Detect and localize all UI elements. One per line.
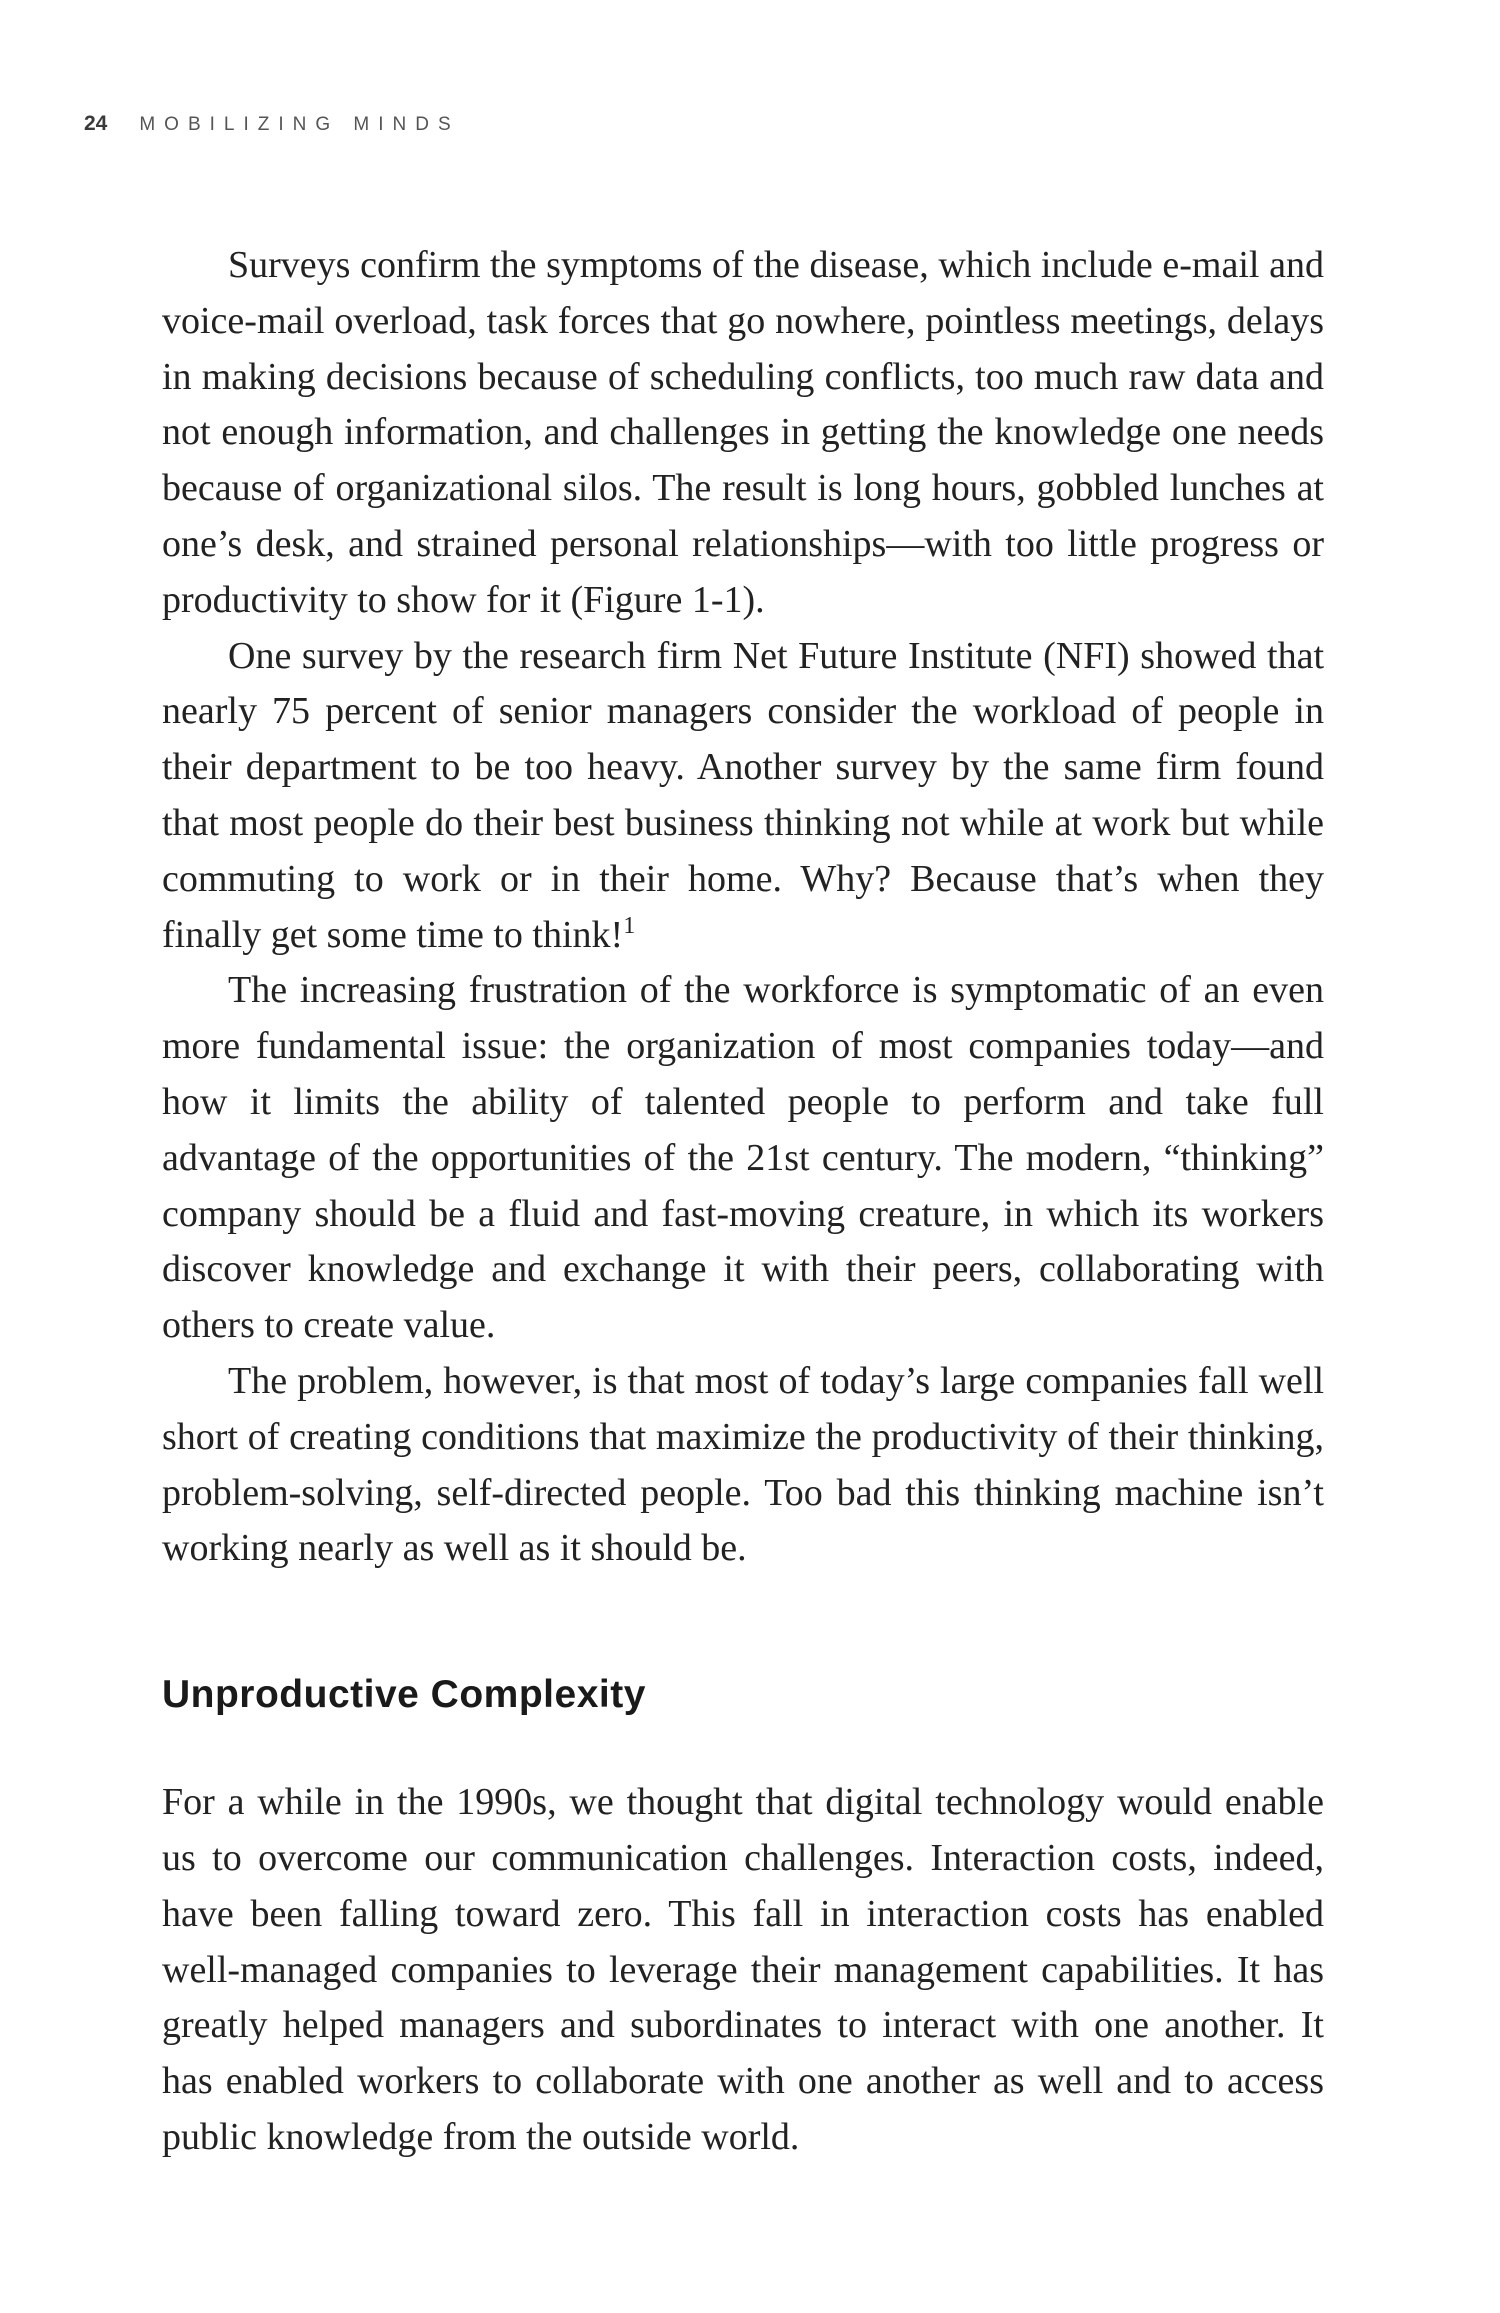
book-title: MOBILIZING MINDS [139, 114, 460, 135]
paragraph-problem: The problem, however, is that most of today’s large companies fall well short of creating conditions that maximize the productivity of their thinking, problem-solving, self-directed people. Too bad this thinking machine isn’t working nearly as well as it should be. [162, 1359, 1324, 1570]
paragraph-nfi-survey: One survey by the research firm Net Future Institute (NFI) showed that nearly 75 percent of senior managers consider the workload of people in their department to be too heavy. Another survey by the same firm found that most people do their best business thinking not while at work but while commuting to work or in their home. Why? Because that’s when they finally get some time to think!$^1$ [162, 634, 1324, 956]
paragraph-frustration: The increasing frustration of the workforce is symptomatic of an even more fundamental issue: the organization of most companies today—and how it limits the ability of talented people to perform and take full advantage of the opportunities of the 21st century. The modern, “thinking” company should be a fluid and fast-moving creature, in which its workers discover knowledge and exchange it with their peers, collaborating with others to create value. [162, 969, 1324, 1347]
section-heading: Unproductive Complexity [162, 1673, 646, 1717]
footnote-reference: 1 [623, 912, 636, 939]
page-number: 24 [84, 112, 108, 135]
running-header [84, 112, 460, 136]
body-text [162, 238, 1324, 2166]
paragraph-digital-technology: For a while in the 1990s, we thought that digital technology would enable us to overcome our communication challenges. Interaction costs, indeed, have been falling toward zero. This fall in interaction costs has enabled well-managed companies to leverage their management capabilities. It has greatly helped managers and subordinates to interact with one another. It has enabled workers to collaborate with one another as well and to access public knowledge from the outside world. [162, 1781, 1324, 2158]
paragraph-symptoms: Surveys confirm the symptoms of the disease, which include e-mail and voice-mail overload, task forces that go nowhere, pointless meetings, delays in making decisions because of scheduling conflicts, too much raw data and not enough information, and challenges in getting the knowledge one needs because of organizational silos. The result is long hours, gobbled lunches at one’s desk, and strained personal relationships—with too little progress or productivity to show for it (Figure 1-1). [162, 244, 1324, 621]
